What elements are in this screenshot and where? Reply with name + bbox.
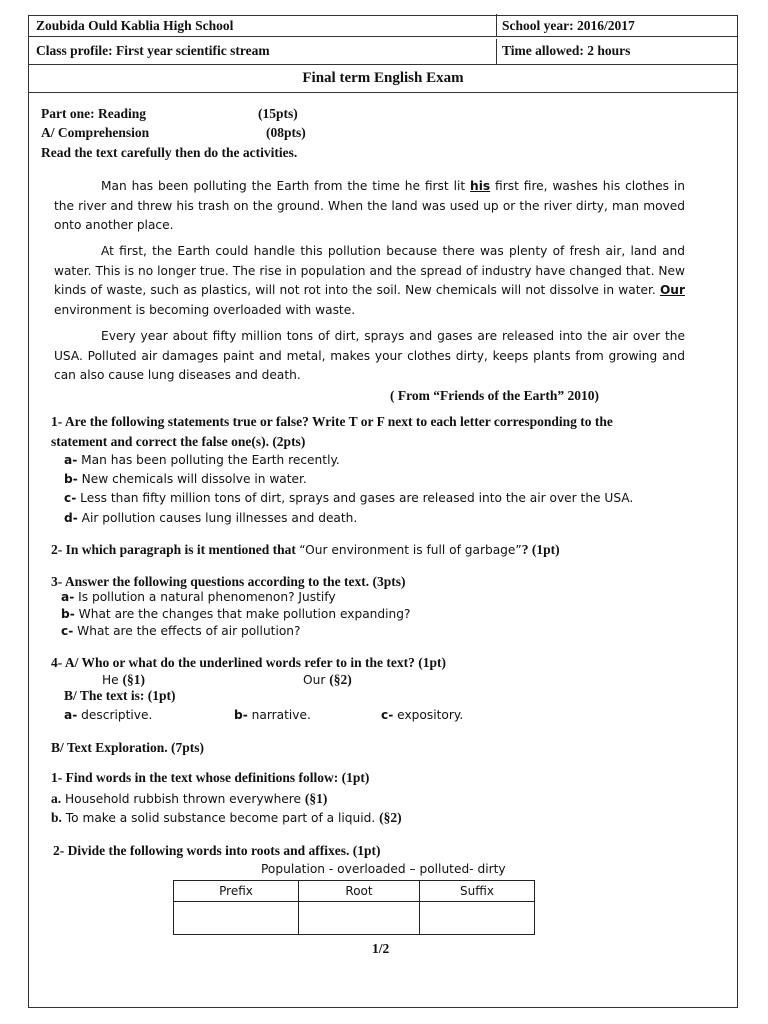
table-header-suffix: Suffix — [420, 881, 535, 902]
b-q2-title: 2- Divide the following words into roots and affixes. (1pt) — [53, 843, 381, 858]
underlined-word-his: his — [470, 179, 491, 193]
paragraph-1: Man has been polluting the Earth from the time he first lit his first fire, washes his clothes in the river and threw his trash on the ground. When the land was used up or the river dirty, man moved onto another place. — [54, 179, 685, 232]
time-allowed: Time allowed: 2 hours — [502, 43, 631, 58]
q1-line-1: 1- Are the following statements true or false? Write T or F next to each letter corresponding to the — [51, 414, 613, 429]
q4-ref-our: Our (§2) — [303, 672, 352, 687]
reading-instruction: Read the text carefully then do the activities. — [41, 145, 298, 160]
q4-b-title: B/ The text is: (1pt) — [64, 688, 176, 703]
exam-title: Final term English Exam — [28, 65, 738, 93]
q3-item: c- What are the effects of air pollution? — [61, 624, 301, 638]
text-source: ( From “Friends of the Earth” 2010) — [390, 388, 599, 403]
q3-title: 3- Answer the following questions according to the text. (3pts) — [51, 574, 406, 589]
class-profile: Class profile: First year scientific stream — [36, 43, 270, 58]
answer-cell-suffix[interactable] — [420, 902, 535, 935]
q3-item: a- Is pollution a natural phenomenon? Justify — [61, 590, 336, 604]
q2-question: 2- In which paragraph is it mentioned that “Our environment is full of garbage”? (1pt) — [51, 542, 560, 557]
definition-item: a. Household rubbish thrown everywhere (§1) — [51, 791, 328, 806]
q4-option: a- descriptive. — [64, 708, 153, 722]
q1-item: c- Less than fifty million tons of dirt, sprays and gases are released into the air over the USA. — [64, 491, 634, 505]
q1-line-2: statement and correct the false one(s). (2pts) — [51, 434, 306, 449]
comprehension-label: A/ Comprehension — [41, 125, 150, 140]
page-number: 1/2 — [372, 941, 390, 956]
comprehension-points: (08pts) — [266, 125, 306, 140]
roots-affixes-table — [173, 880, 535, 935]
table-header-root: Root — [299, 881, 420, 902]
q1-item: b- New chemicals will dissolve in water. — [64, 472, 307, 486]
words-to-divide: Population - overloaded – polluted- dirty — [261, 862, 506, 876]
answer-cell-root[interactable] — [299, 902, 420, 935]
paragraph-2: At first, the Earth could handle this pollution because there was plenty of fresh air, land and water. This is no longer true. The rise in population and the spread of industry have changed that. New kinds of waste, such as plastics, will not rot into the soil. New chemicals will not dissolve in water. Our environment is becoming overloaded with waste. — [54, 244, 685, 317]
header-row-school — [28, 15, 738, 37]
table-header-prefix: Prefix — [174, 881, 299, 902]
text-exploration-title: B/ Text Exploration. (7pts) — [51, 740, 205, 755]
school-year: School year: 2016/2017 — [502, 18, 635, 33]
underlined-word-our: Our — [659, 283, 685, 297]
part-one-points: (15pts) — [258, 106, 298, 121]
q3-item: b- What are the changes that make pollution expanding? — [61, 607, 411, 621]
q4-option: c- expository. — [381, 708, 464, 722]
q1-item: a- Man has been polluting the Earth recently. — [64, 453, 340, 467]
q4-ref-he: He (§1) — [102, 672, 146, 687]
q4-option: b- narrative. — [234, 708, 311, 722]
definition-item: b. To make a solid substance become part of a liquid. (§2) — [51, 810, 402, 825]
paragraph-3: Every year about fifty million tons of dirt, sprays and gases are released into the air over the USA. Polluted air damages paint and metal, makes your clothes dirty, keeps plants from growing and can also cause lung diseases and death. — [54, 329, 685, 382]
b-q1-title: 1- Find words in the text whose definitions follow: (1pt) — [51, 770, 370, 785]
school-name: Zoubida Ould Kablia High School — [36, 18, 234, 33]
q4-title: 4- A/ Who or what do the underlined words refer to in the text? (1pt) — [51, 655, 446, 670]
part-one-label: Part one: Reading — [41, 106, 146, 121]
q1-item: d- Air pollution causes lung illnesses and death. — [64, 511, 358, 525]
header-row-class — [28, 40, 738, 65]
answer-cell-prefix[interactable] — [174, 902, 299, 935]
